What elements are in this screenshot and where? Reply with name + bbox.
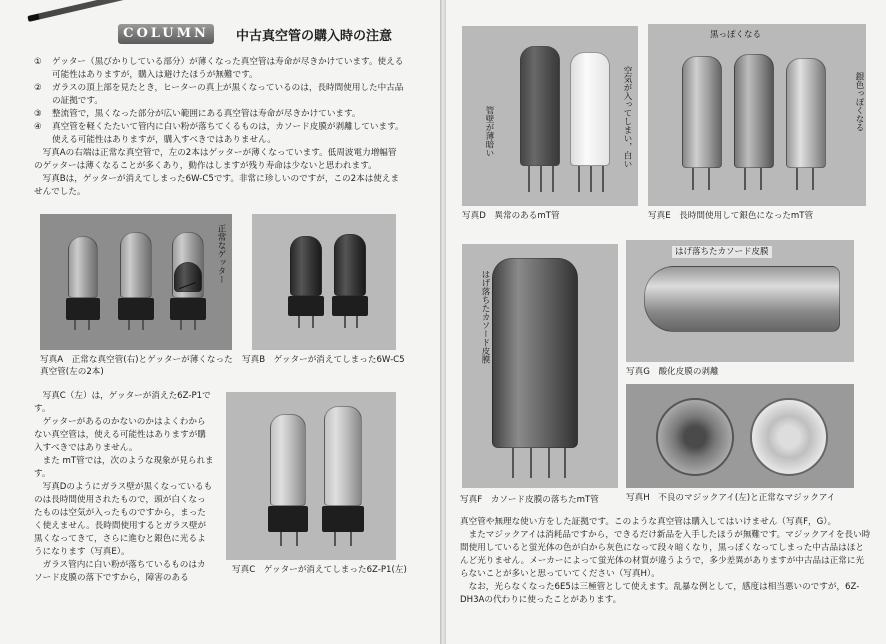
photo-c — [226, 392, 396, 560]
photo-e — [648, 24, 866, 206]
right-text — [460, 516, 872, 607]
caption-c: 写真C ゲッターが消えてしまった6Z-P1(左) — [232, 565, 407, 575]
photo-b — [252, 214, 396, 350]
caption-e: 写真E 長時間使用して銀色になったmT管 — [648, 211, 814, 221]
paragraph: ゲッターがあるのかないのかはよくわからない真空管は，使える可能性はありますが購入すべきではありません。 — [34, 417, 206, 453]
caution-list — [34, 56, 404, 199]
column-badge: COLUMN — [118, 24, 214, 44]
list-item: ④ 真空管を軽くたたいて管内に白い粉が落ちてくるものは，カソード皮膜が剥離しています。使える可能性はありますが，購入すべきではありません。 — [34, 122, 404, 145]
pencil-icon — [27, 0, 165, 22]
photo-g — [626, 240, 854, 362]
paragraph: 写真Aの右端は正常な真空管で，左の2本はゲッターが薄くなっています。低周波電力増幅管のゲッターは薄くなることが多くあり，動作はしますが残り寿命は少ないと思われます。 — [34, 148, 397, 171]
caption-a: 写真A 正常な真空管(右)とゲッターが薄くなった真空管(左の2本) — [40, 355, 233, 377]
paragraph: 真空管や無理な使い方をした証拠です。このような真空管は購入してはいけません（写真F，G）。 — [460, 517, 837, 527]
photo-f-label: はげ落ちたカソード皮膜 — [480, 270, 490, 364]
column-title: 中古真空管の購入時の注意 — [236, 29, 393, 44]
paragraph: またマジックアイは消耗品ですから，できるだけ新品を入手したほうが無難です。マジックアイを長い時間使用していると蛍光体の色が白から灰色になって段々暗くなり，黒っぽくなってしまった中古品はほとんど光りません。メーカーによって蛍光体の材質が違うようで，多少差異がありますが中古品は正常に光らないことが多いと思っていてください（写真H）。 — [460, 530, 871, 579]
paragraph: また mT管では，次のような現象が見られます。 — [34, 456, 214, 479]
caption-b: 写真B ゲッターが消えてしまった6W-C5 — [242, 355, 405, 365]
photo-a-label: 正常なゲッター — [216, 224, 226, 284]
photo-e-label-right: 銀色っぽくなる — [854, 72, 864, 132]
caption-d: 写真D 異常のあるmT管 — [462, 211, 560, 221]
photo-d-label-left: 管壁が薄暗い — [484, 106, 494, 157]
paragraph: ガラス管内に白い粉が落ちているものはカソード皮膜の落下ですから，障害のある — [34, 560, 206, 583]
list-item: ① ゲッター（黒びかりしている部分）が薄くなった真空管は寿命が尽きかけています。使える可能性はありますが，購入は避けたほうが無難です。 — [34, 57, 404, 80]
list-item: ② ガラスの頂上部を見たとき，ヒーターの真上が黒くなっているのは，長時間使用した中古品の証拠です。 — [34, 83, 404, 106]
lower-text — [34, 390, 214, 585]
paragraph: なお，光らなくなった6E5は三極管として使えます。乱暴な例として，感度は相当悪いのですが，6Z-DH3Aの代わりに使ったことがあります。 — [460, 582, 860, 605]
photo-e-label-top: 黒っぽくなる — [710, 30, 762, 40]
photo-h — [626, 384, 854, 488]
left-page — [0, 0, 440, 644]
paragraph: 写真Dのようにガラス壁が黒くなっているものは長時間使用されたもので，頭が白くなったものは空気が入ったものですから，まったく使えません。長時間使用するとガラス壁が黒くなってきて，さらに進むと銀色に光るようになります（写真E）。 — [34, 482, 213, 557]
list-item: ③ 整流管で，黒くなった部分が広い範囲にある真空管は寿命が尽きかけています。 — [34, 109, 361, 119]
caption-g: 写真G 酸化皮膜の剥離 — [626, 367, 719, 377]
paragraph: 写真Bは，ゲッターが消えてしまった6W-C5です。非常に珍しいのですが，この2本は使えませんでした。 — [34, 174, 400, 197]
right-page — [446, 0, 886, 644]
paragraph: 写真C（左）は，ゲッターが消えた6Z-P1です。 — [34, 391, 211, 414]
caption-h: 写真H 不良のマジックアイ(左)と正常なマジックアイ — [626, 493, 836, 503]
caption-f: 写真F カソード皮膜の落ちたmT管 — [460, 495, 599, 505]
photo-d-label-right: 空気が入ってしまい，白い — [622, 66, 632, 168]
photo-g-label: はげ落ちたカソード皮膜 — [672, 246, 772, 258]
